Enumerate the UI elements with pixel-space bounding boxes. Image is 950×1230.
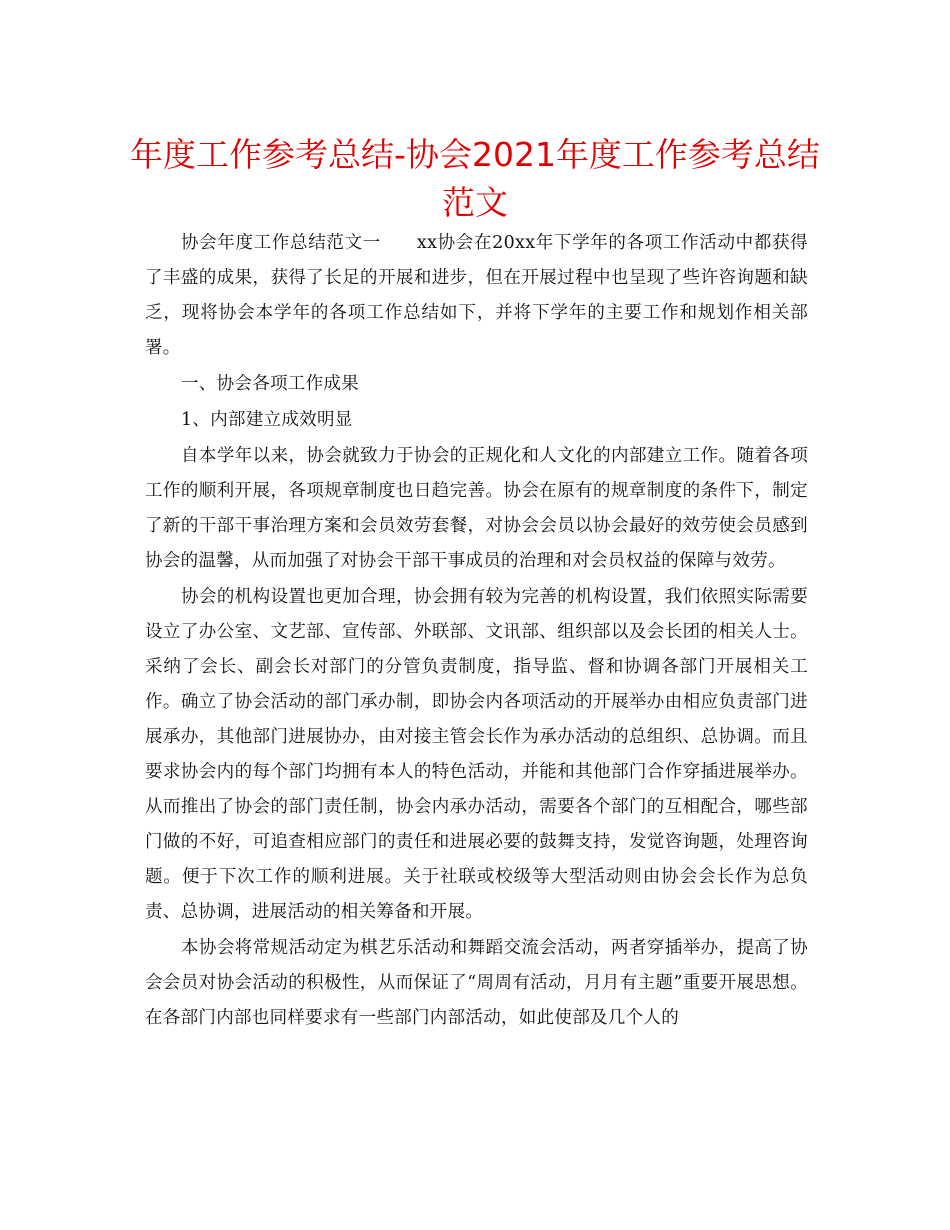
body-paragraph: 自本学年以来，协会就致力于协会的正规化和人文化的内部建立工作。随着各项工作的顺利开展，各项规章制度也日趋完善。协会在原有的规章制度的条件下，制定了新的干部干事治理方案和会员效劳套餐，对协会会员以协会最好的效劳使会员感到协会的温馨，从而加强了对协会干部干事成员的治理和对会员权益的保障与效劳。: [145, 446, 808, 571]
document-body: [145, 226, 808, 1037]
document-title: 年度工作参考总结-协会2021年度工作参考总结范文: [130, 135, 820, 222]
subsection-heading: 1、内部建立成效明显: [181, 410, 353, 430]
intro-lead: 协会年度工作总结范文一: [181, 233, 381, 253]
intro-text: xx协会在20xx年下学年的各项工作活动中都获得了丰盛的成果，获得了长足的开展和进步，但在开展过程中也呈现了些许咨询题和缺乏，现将协会本学年的各项工作总结如下，并将下学年的主要工作和规划作相关部署。: [145, 233, 808, 358]
intro-paragraph: [145, 226, 808, 366]
body-paragraph: 协会的机构设置也更加合理，协会拥有较为完善的机构设置，我们依照实际需要设立了办公室、文艺部、宣传部、外联部、文讯部、组织部以及会长团的相关人士。采纳了会长、副会长对部门的分管负责制度，指导监、督和协调各部门开展相关工作。确立了协会活动的部门承办制，即协会内各项活动的开展举办由相应负责部门进展承办，其他部门进展协办，由对接主管会长作为承办活动的总组织、总协调。而且要求协会内的每个部门均拥有本人的特色活动，并能和其他部门合作穿插进展举办。从而推出了协会的部门责任制，协会内承办活动，需要各个部门的互相配合，哪些部门做的不好，可追查相应部门的责任和进展必要的鼓舞支持，发觉咨询题，处理咨询题。便于下次工作的顺利进展。关于社联或校级等大型活动则由协会会长作为总负责、总协调，进展活动的相关筹备和开展。: [145, 587, 808, 922]
section-heading: 一、协会各项工作成果: [181, 374, 359, 394]
body-paragraph: 本协会将常规活动定为棋艺乐活动和舞蹈交流会活动，两者穿插举办，提高了协会会员对协会活动的积极性，从而保证了“周周有活动，月月有主题”重要开展思想。在各部门内部也同样要求有一些部门内部活动，如此使部及几个人的: [145, 938, 808, 1028]
